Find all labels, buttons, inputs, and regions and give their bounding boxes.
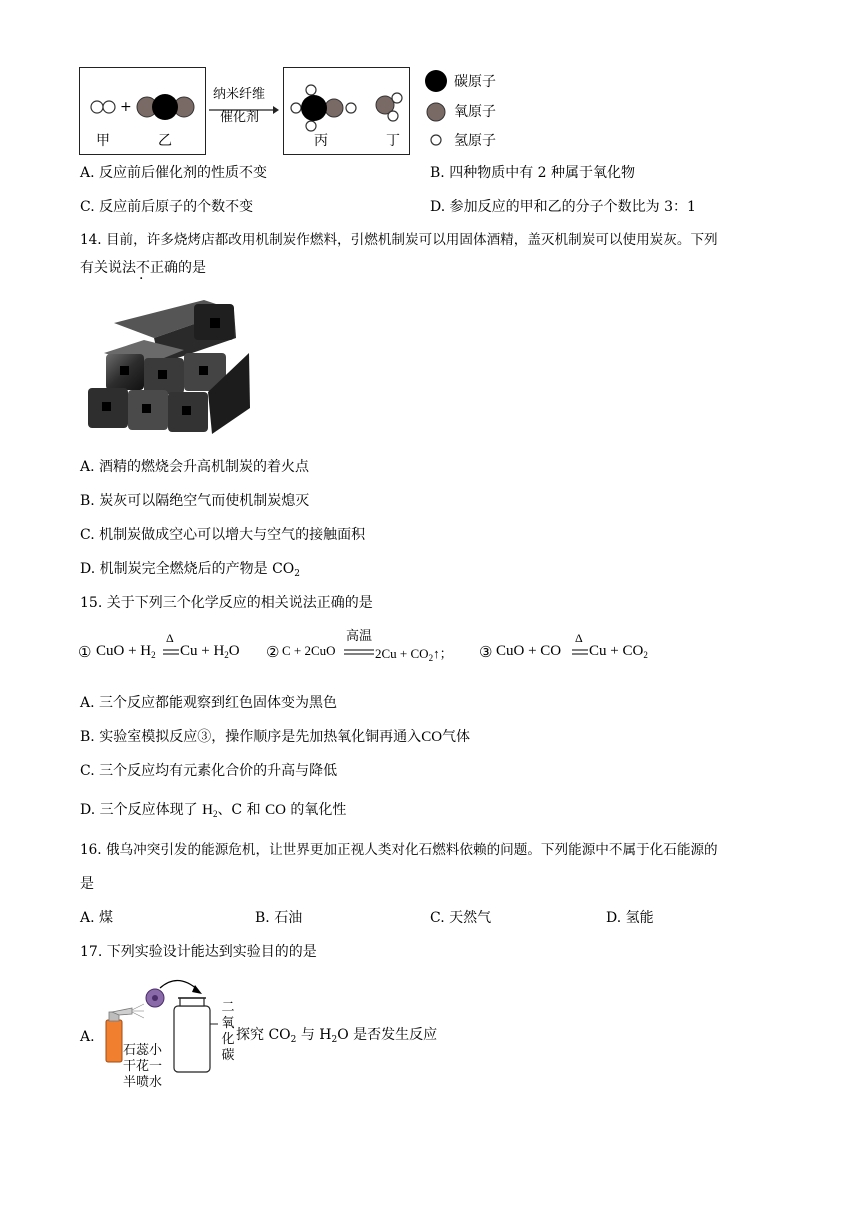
q14-option-b[interactable]: B. 炭灰可以隔绝空气而使机制炭熄灭 (80, 493, 310, 509)
q17-option-a-text-mid: 与 H (296, 1027, 332, 1043)
q15-option-c[interactable]: C. 三个反应均有元素化合价的升高与降低 (80, 763, 338, 779)
carbon-atom-icon (152, 94, 178, 120)
label-yi: 乙 (158, 133, 172, 149)
co2-label-char: 化 (221, 1032, 235, 1047)
eq2-equals (344, 649, 374, 657)
eq2-condition: 高温 (346, 628, 373, 643)
q15-equations (78, 630, 778, 670)
eq3-rhs (589, 643, 648, 660)
q17-option-a-text[interactable] (236, 1026, 437, 1049)
hydrogen-atom-icon (306, 121, 316, 131)
eq1-rhs-text: Cu + H (180, 643, 225, 659)
hydrogen-atom-icon (91, 101, 103, 113)
q17-option-a-figure (98, 970, 238, 1095)
eq1-equals (163, 649, 179, 657)
eq3-rhs-text: Cu + CO (589, 643, 644, 659)
eq2-lhs: C + 2CuO (282, 643, 336, 658)
q14-stem (80, 231, 820, 277)
q14-stem-text: 有关说法 (80, 260, 136, 276)
q14-stem-line2 (80, 259, 820, 277)
q17-stem: 17. 下列实验设计能达到实验目的的是 (80, 944, 317, 960)
legend-symbols (424, 68, 454, 152)
flower-label-line: 干花一 (123, 1059, 163, 1074)
subscript: 2 (290, 1035, 297, 1045)
eq1-rhs-tail: O (228, 643, 240, 659)
eq1-num: ① (78, 645, 92, 661)
curved-arrow-icon (160, 980, 198, 990)
label-jia: 甲 (96, 133, 110, 149)
eq1-lhs (96, 643, 156, 660)
co-formula: CO (265, 802, 286, 818)
q13-option-b[interactable]: B. 四种物质中有 2 种属于氧化物 (430, 165, 635, 181)
experiment-apparatus (98, 970, 238, 1095)
q14-option-c[interactable]: C. 机制炭做成空心可以增大与空气的接触面积 (80, 527, 366, 543)
catalyst-label-2: 催化剂 (220, 110, 260, 125)
eq1-rhs (180, 643, 240, 660)
legend-hydrogen: 氢原子 (454, 133, 496, 149)
eq3-lhs: CuO + CO (496, 643, 562, 659)
subscript: 2 (212, 809, 218, 819)
flower-label (123, 1043, 162, 1091)
hydrogen-atom-icon (306, 85, 316, 95)
h-symbol: H (202, 802, 213, 818)
hydrogen-atom-icon (431, 135, 441, 145)
co2-label (221, 1000, 235, 1064)
subscript: 2 (294, 569, 300, 579)
subscript: 2 (331, 1035, 338, 1045)
q15-option-d-text: D. 三个反应体现了 (80, 802, 198, 818)
subscript: 2 (428, 653, 434, 663)
carbon-atom-icon (425, 70, 447, 92)
hydrogen-atom-icon (103, 101, 115, 113)
subscript: 2 (151, 650, 156, 660)
q14-option-d-text: D. 机制炭完全燃烧后的产物是 CO (80, 561, 295, 577)
subscript: 2 (643, 650, 648, 660)
co-formula: CO (421, 729, 443, 745)
eq1-condition: Δ (166, 631, 174, 645)
hydrogen-atom-icon (291, 103, 301, 113)
q16-option-a[interactable]: A. 煤 (80, 910, 114, 926)
q15-stem: 15. 关于下列三个化学反应的相关说法正确的是 (80, 595, 373, 611)
gas-jar-icon (174, 1006, 210, 1072)
subscript: 2 (224, 650, 229, 660)
plus-sign: + (120, 99, 132, 115)
oxygen-atom-icon (427, 103, 445, 121)
emphasis-dot-word: 不 (136, 260, 150, 276)
catalyst-label-1: 纳米纤维 (213, 87, 266, 102)
hydrogen-atom-icon (388, 111, 398, 121)
carbon-atom-icon (301, 95, 327, 121)
oxygen-atom-icon (325, 99, 343, 117)
flower-label-line: 半喷水 (123, 1075, 163, 1090)
eq2-rhs-tail: ↑； (433, 646, 453, 661)
q17-option-a-letter[interactable]: A. (80, 1029, 95, 1045)
atom-legend (424, 68, 534, 152)
flower-label-line: 石蕊小 (123, 1043, 163, 1058)
legend-oxygen: 氧原子 (454, 104, 496, 120)
spray-bottle-icon (106, 1020, 122, 1062)
q15-option-d[interactable] (80, 801, 346, 823)
co2-label-char: 碳 (221, 1048, 235, 1063)
hydrogen-atom-icon (392, 93, 402, 103)
eq2-rhs-text: 2Cu + CO (375, 646, 429, 661)
q15-option-b-end: 气体 (442, 729, 471, 745)
q17-option-a-text-post: O 是否发生反应 (337, 1027, 438, 1043)
q13-option-a[interactable]: A. 反应前后催化剂的性质不变 (80, 165, 268, 181)
q16-stem-line2: 是 (80, 876, 94, 892)
q15-option-a[interactable]: A. 三个反应都能观察到红色固体变为黑色 (80, 695, 338, 711)
q16-option-d[interactable]: D. 氢能 (606, 910, 654, 926)
eq2-num: ② (266, 645, 280, 661)
co2-label-char: 氧 (221, 1016, 235, 1031)
co2-label-char: 二 (221, 1000, 235, 1015)
q14-stem-line1: 14. 目前，许多烧烤店都改用机制炭作燃料，引燃机制炭可以用固体酒精，盖灭机制炭可以使用炭灰。下列 (80, 232, 718, 248)
hydrogen-atom-icon (346, 103, 356, 113)
q13-option-c[interactable]: C. 反应前后原子的个数不变 (80, 199, 254, 215)
eq3-equals (572, 649, 588, 657)
reaction-arrow (207, 86, 279, 126)
q14-option-a[interactable]: A. 酒精的燃烧会升高机制炭的着火点 (80, 459, 310, 475)
legend-carbon: 碳原子 (454, 74, 496, 90)
q15-option-d-mid: 、C 和 (217, 802, 261, 818)
q16-option-b[interactable]: B. 石油 (255, 910, 303, 926)
q15-option-d-end: 的氧化性 (290, 802, 347, 818)
q14-stem-text-end: 正确的是 (150, 260, 206, 276)
q14-option-d[interactable] (80, 560, 300, 583)
q15-option-b[interactable] (80, 728, 470, 746)
h2-formula (202, 802, 217, 818)
label-bing: 丙 (314, 133, 328, 149)
eq3-num: ③ (479, 645, 493, 661)
eq3-condition: Δ (575, 631, 583, 645)
reactant-box (79, 67, 206, 155)
q17-option-a-text-pre: 探究 CO (236, 1027, 291, 1043)
eq1-lhs-text: CuO + H (96, 643, 152, 659)
q16-option-c[interactable]: C. 天然气 (430, 910, 492, 926)
q16-stem-line1: 16. 俄乌冲突引发的能源危机，让世界更加正视人类对化石燃料依赖的问题。下列能源中不属于化石能源的 (80, 842, 718, 858)
charcoal-briquettes-image (84, 298, 252, 438)
q13-option-d[interactable]: D. 参加反应的甲和乙的分子个数比为 3：1 (430, 199, 696, 215)
label-ding: 丁 (386, 133, 400, 149)
eq2-rhs (375, 643, 453, 663)
q16-stem (80, 841, 820, 893)
q15-option-b-text: B. 实验室模拟反应③，操作顺序是先加热氧化铜再通入 (80, 729, 422, 745)
product-box (283, 67, 410, 155)
